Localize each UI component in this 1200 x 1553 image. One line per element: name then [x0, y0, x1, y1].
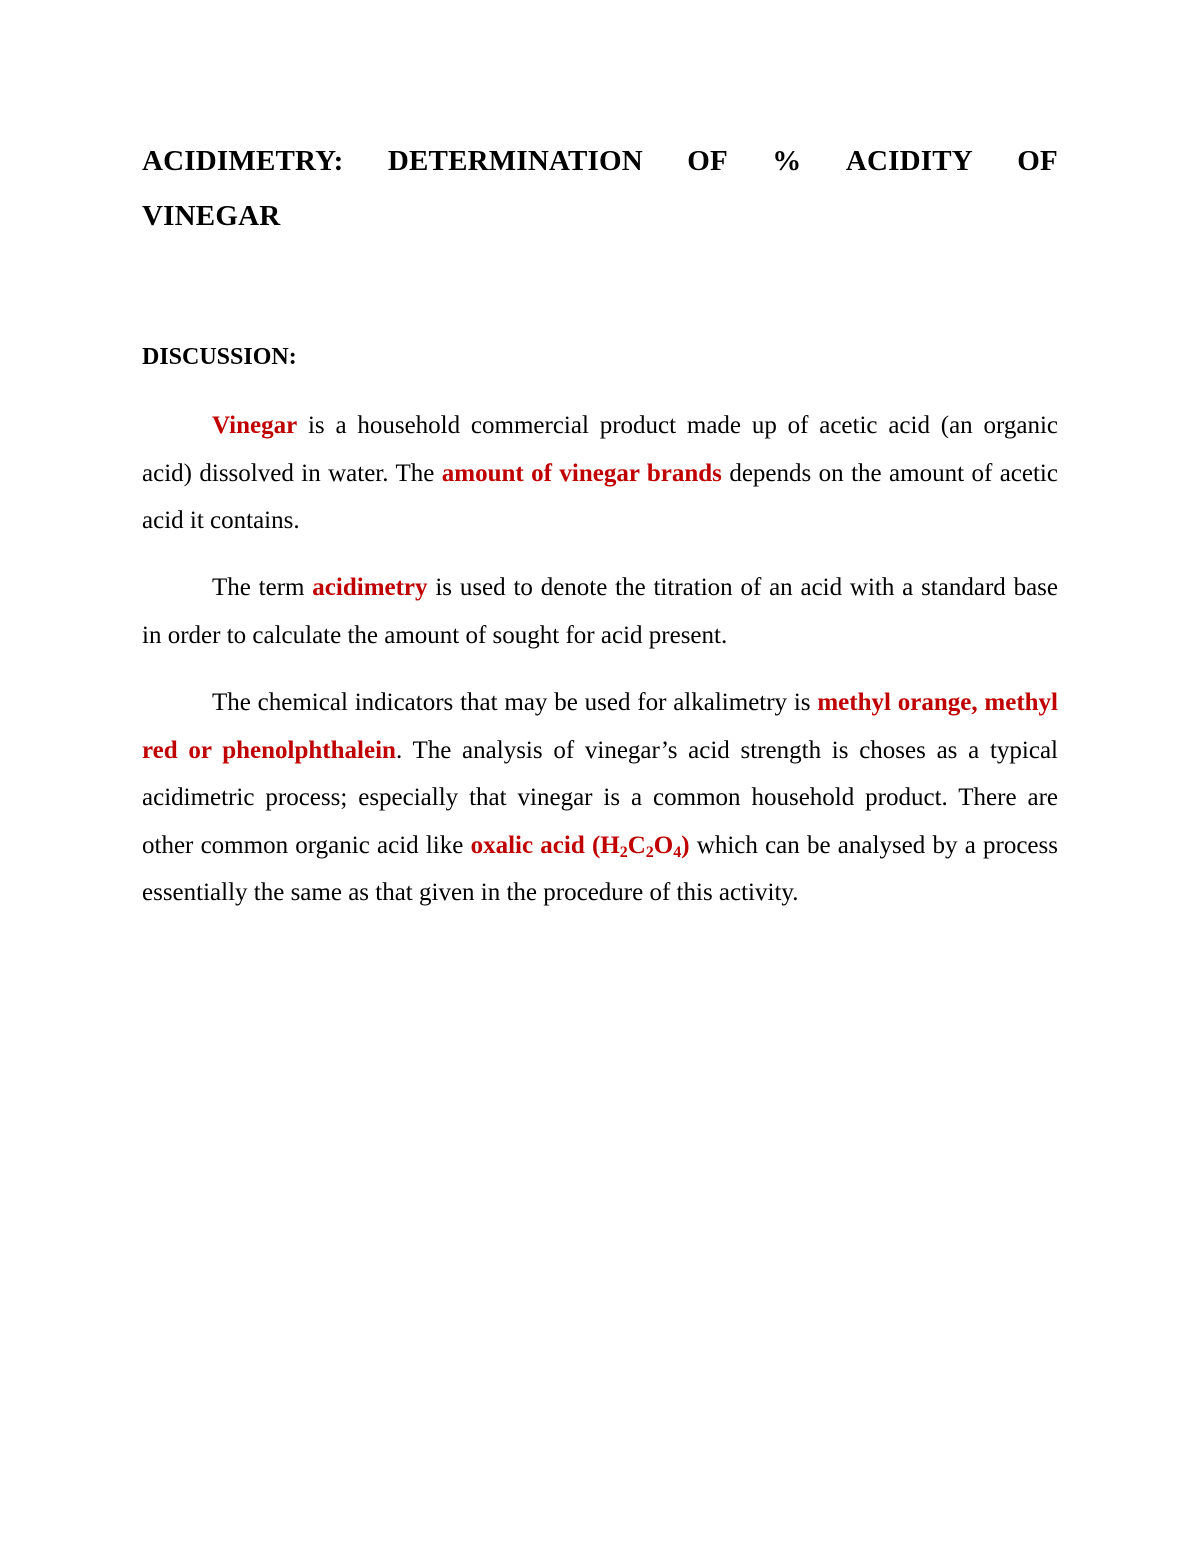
highlight-indicators: methyl orange, methyl red or phenolphthalein [142, 689, 1058, 764]
paragraph-text: depends on the amount of acetic acid it contains. [142, 459, 1058, 534]
title-line-1 [142, 134, 1058, 189]
oxalic-prefix: oxalic acid (H [470, 831, 620, 859]
subscript: 4 [673, 843, 682, 861]
title-word: % [772, 145, 802, 177]
paragraph-text: The term [212, 574, 313, 601]
highlight-vinegar: Vinegar [212, 412, 298, 439]
paragraph-vinegar [142, 402, 1058, 545]
document-body [142, 134, 1058, 906]
title-line-2: VINEGAR [142, 200, 281, 232]
subscript: 2 [645, 843, 654, 861]
paragraph-indicators [142, 679, 1058, 917]
title-word: ACIDIMETRY: [142, 145, 344, 177]
subscript: 2 [619, 843, 628, 861]
paragraph-text: is a household commercial product made up of acetic acid (an organic acid) dissolved in water. The [142, 412, 1058, 487]
title-word: DETERMINATION [387, 145, 643, 177]
paragraph-text: . The analysis of vinegar’s acid strength is choses as a typical acidimetric process; especially that vinegar is a common household product. There are other common organic acid like [142, 736, 1058, 859]
discussion-heading: DISCUSSION: [142, 344, 297, 370]
element-symbol: O [653, 831, 674, 859]
title-word: ACIDITY [845, 145, 973, 177]
paragraph-acidimetry [142, 564, 1058, 659]
paragraph-text: which can be analysed by a process essentially the same as that given in the procedure of this activity. [142, 831, 1058, 906]
highlight-acidimetry: acidimetry [312, 574, 428, 601]
element-symbol: C [627, 831, 646, 859]
paragraph-text: The chemical indicators that may be used for alkalimetry is [212, 689, 818, 716]
highlight-brands: amount of vinegar brands [441, 459, 722, 487]
title-word: OF [1017, 145, 1058, 177]
closing-paren: ) [681, 831, 690, 859]
title-word: OF [687, 145, 728, 177]
highlight-oxalic-acid [471, 832, 690, 859]
document-title [142, 134, 1058, 244]
paragraph-text: is used to denote the titration of an acid with a standard base in order to calculate the amount of sought for acid present. [142, 574, 1058, 649]
